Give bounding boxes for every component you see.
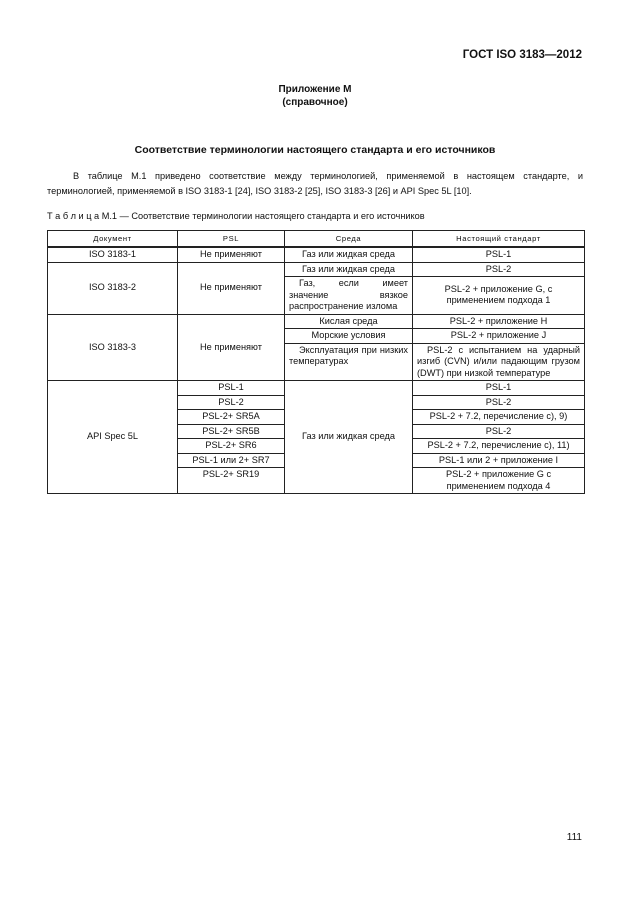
terminology-table: [47, 230, 585, 494]
cell-standard: PSL-2 + 7.2, перечисление с), 9): [413, 410, 585, 425]
cell-standard: PSL-2: [413, 424, 585, 439]
cell-standard: PSL-2 + приложение G с применением подхода 4: [413, 468, 585, 494]
table-row: [48, 262, 585, 277]
cell-psl: PSL-2+ SR19: [178, 468, 285, 494]
cell-psl: Не применяют: [178, 314, 285, 381]
page-number: 111: [566, 832, 582, 843]
cell-environment: Газ или жидкая среда: [285, 247, 413, 262]
header-this-standard: Настоящий стандарт: [413, 231, 585, 248]
annex-subtitle: (справочное): [282, 97, 348, 108]
cell-standard: PSL-2 + приложение G, с применением подхода 1: [413, 277, 585, 315]
cell-standard: PSL-1: [413, 247, 585, 262]
table-header-row: [48, 231, 585, 248]
cell-environment: Газ, если имеет значение вязкое распространение излома: [285, 277, 413, 315]
cell-psl: PSL-1: [178, 381, 285, 396]
annex-title: Приложение М: [278, 84, 352, 95]
cell-psl: PSL-2+ SR5B: [178, 424, 285, 439]
cell-psl: PSL-2: [178, 395, 285, 410]
cell-standard: PSL-2: [413, 262, 585, 277]
cell-psl: PSL-2+ SR5A: [178, 410, 285, 425]
cell-standard: PSL-2 + приложение J: [413, 329, 585, 344]
header-document: Документ: [48, 231, 178, 248]
cell-psl: PSL-2+ SR6: [178, 439, 285, 454]
section-title: Соответствие терминологии настоящего стандарта и его источников: [134, 144, 496, 156]
cell-standard: PSL-1 или 2 + приложение I: [413, 453, 585, 468]
cell-document: ISO 3183-1: [48, 247, 178, 262]
table-caption: Т а б л и ц а М.1 — Соответствие терминологии настоящего стандарта и его источников: [47, 211, 425, 221]
cell-standard: PSL-2 + 7.2, перечисление с), 11): [413, 439, 585, 454]
cell-document: ISO 3183-3: [48, 314, 178, 381]
cell-document: API Spec 5L: [48, 381, 178, 494]
cell-standard: PSL-2: [413, 395, 585, 410]
cell-psl: Не применяют: [178, 247, 285, 262]
cell-environment: Морские условия: [285, 329, 413, 344]
cell-environment: Газ или жидкая среда: [285, 262, 413, 277]
cell-standard: PSL-1: [413, 381, 585, 396]
header-environment: Среда: [285, 231, 413, 248]
standard-code: ГОСТ ISO 3183—2012: [462, 49, 582, 61]
cell-document: ISO 3183-2: [48, 262, 178, 314]
cell-environment: Газ или жидкая среда: [285, 381, 413, 494]
cell-psl: PSL-1 или 2+ SR7: [178, 453, 285, 468]
cell-environment: Эксплуатация при низких температурах: [285, 343, 413, 381]
cell-environment: Кислая среда: [285, 314, 413, 329]
table-row: [48, 247, 585, 262]
cell-standard: PSL-2 + приложение H: [413, 314, 585, 329]
cell-standard: PSL-2 с испытанием на ударный изгиб (CVN) и/или падающим грузом (DWT) при низкой температуре: [413, 343, 585, 381]
annex-heading: [0, 83, 630, 109]
header-psl: PSL: [178, 231, 285, 248]
cell-psl: Не применяют: [178, 262, 285, 314]
table-row: [48, 381, 585, 396]
intro-paragraph: В таблице М.1 приведено соответствие между терминологией, применяемой в настоящем стандарте, и терминологией, применяемой в ISO 3183-1 [24], ISO 3183-2 [25], ISO 3183-3 [26] и API Spec 5L [10].: [47, 171, 583, 196]
table-row: [48, 314, 585, 329]
